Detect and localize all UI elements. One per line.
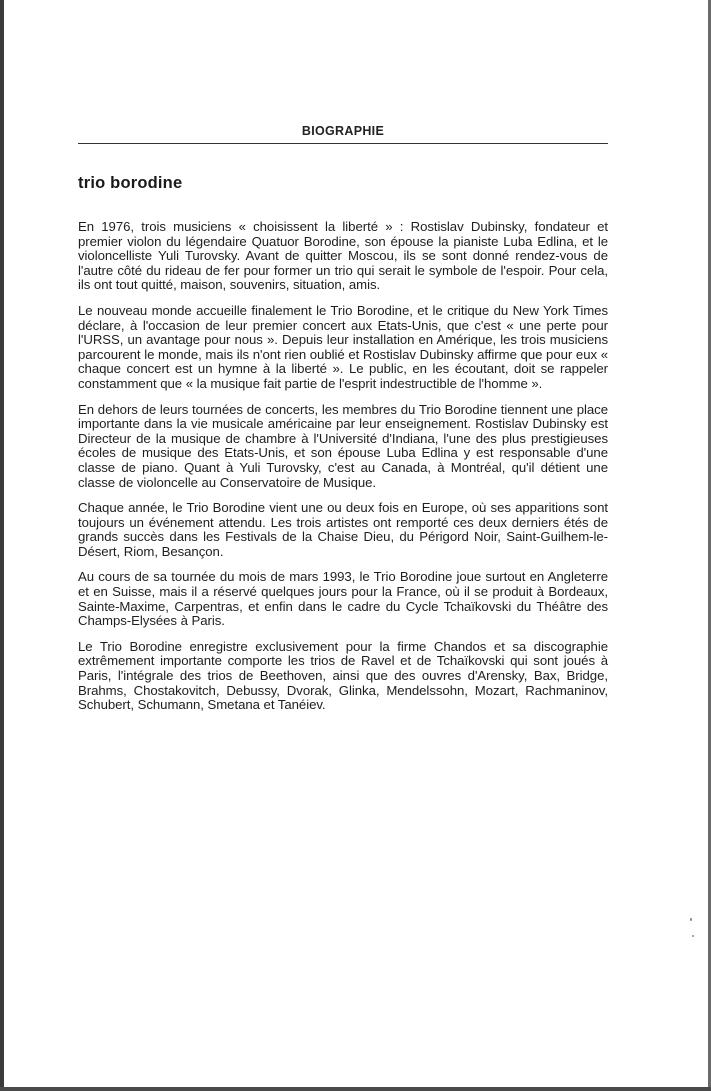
paragraph-2: Le nouveau monde accueille finalement le Trio Borodine, et le critique du New York Times déclare, à l'occasion de leur premier concert aux Etats-Unis, que c'est « une perte pour l'URSS, un avantage pour nous ». Depuis leur installation en Amérique, les trois musiciens parcourent le monde, mais ils n'ont rien oublié et Rostislav Dubinsky affirme que pour eux « chaque concert est un hymne à la liberté ». Le public, en les écoutant, doit se rappeler constamment que « la musique fait partie de l'esprit indestructible de l'homme ». — [78, 302, 608, 391]
paragraph-6: Le Trio Borodine enregistre exclusivement pour la firme Chandos et sa discographie extrêmement importante comporte les trios de Ravel et de Tchaïkovski qui sont joués à Paris, l'intégrale des trios de Beethoven, ainsi que des ouvres d'Arensky, Bax, Bridge, Brahms, Chostakovitch, Debussy, Dvorak, Glinka, Mendelssohn, Mozart, Rachmaninov, Schubert, Schumann, Smetana et Tanéiev. — [78, 638, 608, 713]
header-divider — [78, 143, 608, 144]
paragraph-1: En 1976, trois musiciens « choisissent la liberté » : Rostislav Dubinsky, fondateur et premier violon du légendaire Quatuor Borodine, son épouse la pianiste Luba Edlina, et le violoncelliste Yuli Turovsky. Avant de quitter Moscou, ils se sont donné rendez-vous de l'autre côté du rideau de fer pour former un trio qui serait le symbole de l'espoir. Pour cela, ils ont tout quitté, maison, souvenirs, situation, amis. — [78, 219, 608, 293]
scan-edge-left — [0, 0, 4, 1091]
page-title: trio borodine — [78, 174, 183, 192]
paragraph-3: En dehors de leurs tournées de concerts, les membres du Trio Borodine tiennent une place importante dans la vie musicale américaine par leur enseignement. Rostislav Dubinsky est Directeur de la musique de chambre à l'Université d'Indiana, l'une des plus prestigieuses écoles de musique des Etats-Unis, et son épouse Luba Edlina y est responsable d'une classe de piano. Quant à Yuli Turovsky, c'est au Canada, à Montréal, qu'il détient une classe de violoncelle au Conservatoire de Musique. — [78, 401, 608, 490]
scan-speck — [692, 935, 694, 937]
paragraph-5: Au cours de sa tournée du mois de mars 1993, le Trio Borodine joue surtout en Angleterre et en Suisse, mais il a réservé quelques jours pour la France, où il se produit à Bordeaux, Sainte-Maxime, Carpentras, et enfin dans le cadre du Cycle Tchaïkovski du Théâtre des Champs-Elysées à Paris. — [78, 569, 608, 629]
paragraph-4: Chaque année, le Trio Borodine vient une ou deux fois en Europe, où ses apparitions sont toujours un événement attendu. Les trois artistes ont remporté ces deux derniers étés de grands succès dans les Festivals de la Chaise Dieu, du Périgord Noir, Saint-Guilhem-le-Désert, Riom, Besançon. — [78, 500, 608, 559]
scan-edge-bottom — [0, 1087, 711, 1091]
biography-body — [78, 220, 608, 724]
scan-speck — [690, 918, 692, 921]
section-header: BIOGRAPHIE — [301, 124, 385, 138]
